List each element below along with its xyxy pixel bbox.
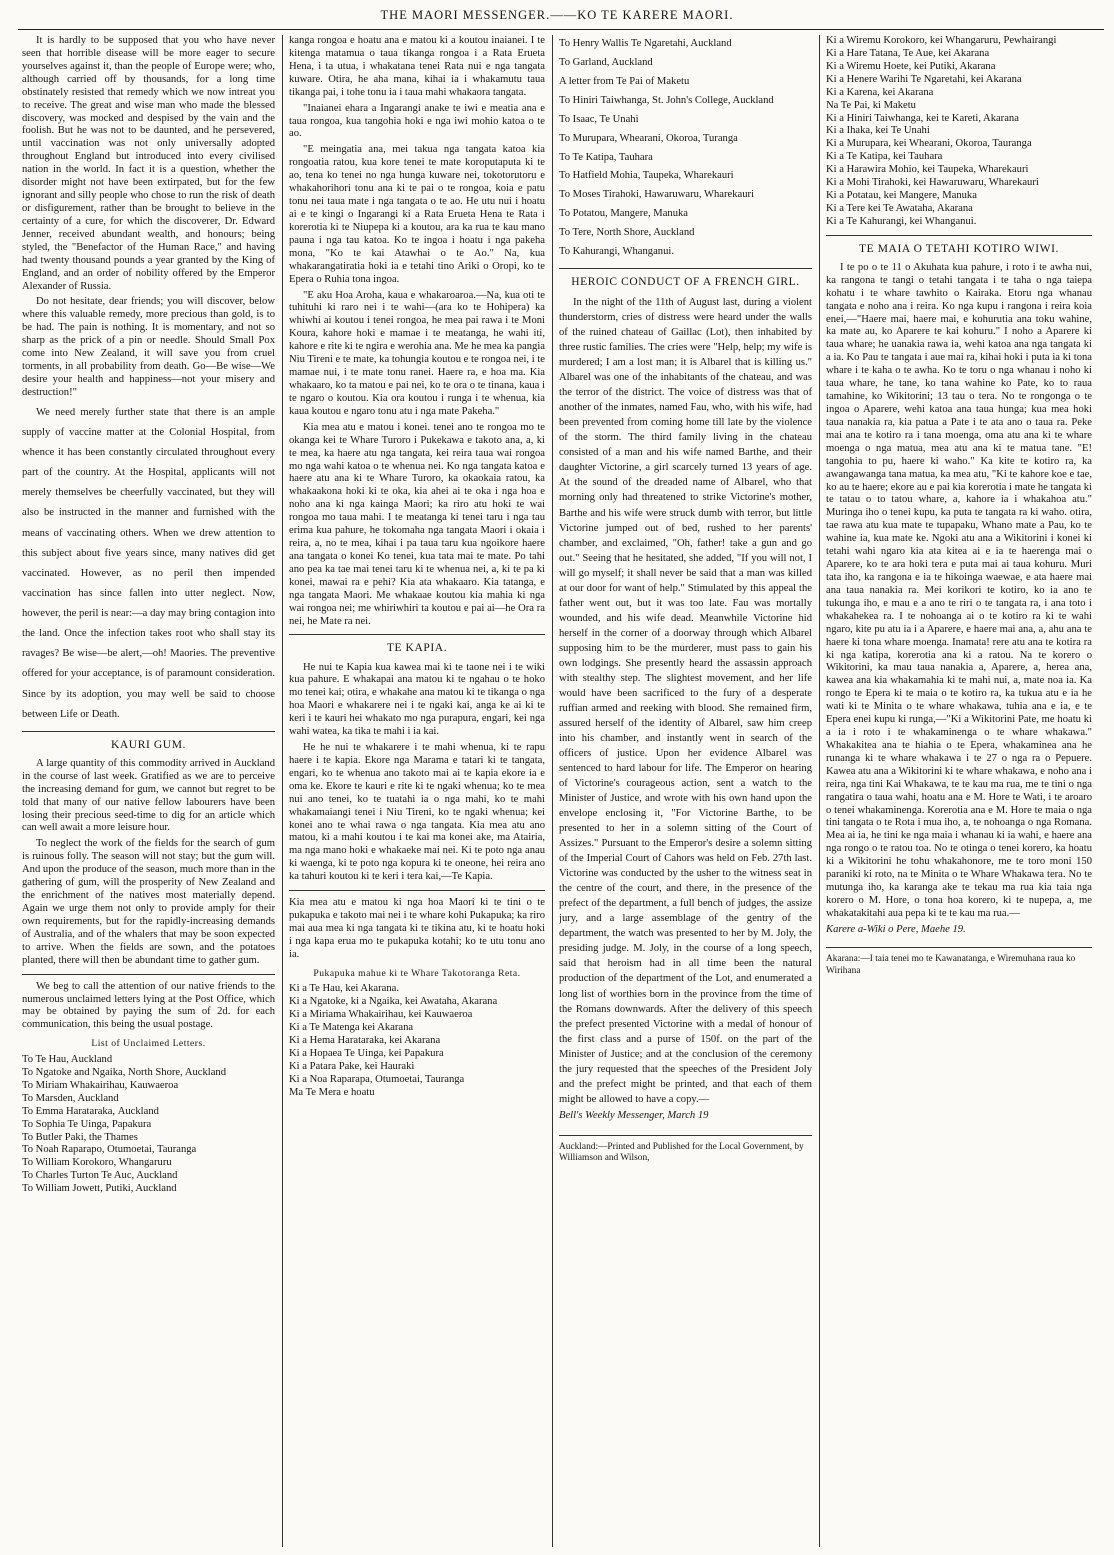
list-item: Ki a Te Kahurangi, kei Whanganui. <box>826 215 977 227</box>
list-item: To Hiniri Taiwhanga, St. John's College, Auckland <box>559 94 774 106</box>
french-girl-heading: HEROIC CONDUCT OF A FRENCH GIRL. <box>559 268 812 289</box>
list-item: To Marsden, Auckland <box>22 1092 119 1104</box>
article-paragraph: It is hardly to be supposed that you who have never seen that horrible disease will be more eager to secure yourselves against it, than the people of Europe were; who, although carried off by thousands, for a long time obstinately resisted that remedy which we now intreat you to receive. The great and wise man who made the blessed discovery, was mocked and despised by the vain and the foolish. But he was not to be daunted, and he persevered, until vaccination was not only universally adopted throughout England but introduced into every civilised nation in the world. In fact it is a question, whether the disorder might not have been extirpated, but for the few ignorant and silly people who chose to run the risk of death or disfigurement, rather than be brought to believe in the certainty of a cure, for which the discoverer, Dr. Edward Jenner, received abundant wealth, and honours; being styled, the "Benefactor of the Human Race," and having had twenty thousand pounds a year granted by the King of England, and an order of nobility offered by the Emperor Alexander of Russia. <box>22 35 275 292</box>
list-item: To Henry Wallis Te Ngaretahi, Auckland <box>559 38 732 49</box>
list-item: Ki a Wiremu Hoete, kei Putiki, Akarana <box>826 60 996 72</box>
column-rule <box>819 35 820 1547</box>
letters-notice: Kia mea atu e matou ki nga hoa Maori ki te tini o te pukapuka e takoto mai nei i te whare kohi Pukapuka; ka riro mai aua mea ki nga tangata ki te tikina atu, ki te hoatu hoki i nga kapa erua mo te pukapuka kotahi; ko te utu tonu ano ia. <box>289 897 545 960</box>
list-item: To Kahurangi, Whanganui. <box>559 246 674 258</box>
list-item: To Emma Haratarakа, Auckland <box>22 1105 159 1117</box>
unclaimed-letters-list <box>289 983 545 1099</box>
list-item: Ki a Hiniri Taiwhanga, kei te Kareti, Akarana <box>826 112 1019 124</box>
list-item: To Murupara, Whearani, Okoroa, Turanga <box>559 132 738 144</box>
imprint: Akarana:—I taia tenei mo te Kawanatanga, e Wiremuhana raua ko Wirihana <box>826 953 1076 976</box>
article-paragraph: A large quantity of this commodity arrived in Auckland in the course of last week. Gratified as we are to perceive the increasing demand for gum, we cannot but regret to be told that many of our native fellow labourers have been losing their precious seed-time to dig for an article which can well await a more leisure hour. <box>22 757 275 834</box>
list-item: Ki a Te Katipa, kei Tauhara <box>826 151 943 163</box>
list-item: Na Te Pai, ki Maketu <box>826 99 916 111</box>
list-item: Ki a Te Hau, kei Akarana. <box>289 983 399 995</box>
list-item: To Isaac, Te Unahi <box>559 113 639 125</box>
article-paragraph: "E meingatia ana, mei takua nga tangata katoa kia rongoatia ratou, kua kore tenei te mate koroputaputa ki te ao, tena ko tenei no nga hunga kuware nei, tokotorutoru e whakahorihori tonu ana ki te pai o te rongoa, koia e patu tonu nei taua mate i nga tangata o te ao. He utu nui i hoatu ai e te kingi o Ingarangi ki a Rata Erueta Hena te Rata i korerotia ki te Niupepa ki a koutou, ara ka rua te kau mano pauna i nga tau katoa. Ko te ingoa i hoatu i nga pakeha mona, "Ko te kai Atawhai o te Ao." Na, kua whakarangatiratia hoki ia e tetahi tino Ariki o Oropi, ko te Epera o Ruhia tona ingoa. <box>289 144 545 285</box>
article-paragraph: We need merely further state that there is an ample supply of vaccine matter at the Colonial Hospital, from whence it has been constantly circulated throughout every part of the country. At the Hospital, applicants will not merely themselves be cheerfully vaccinated, but they will also be instructed in the manner and furnished with the means of vaccinating others. When we drew attention to this subject about five years since, many natives did get vaccinated. However, as no peril then impended vaccination has since fallen into utter neglect. Now, however, the peril is near:—a day may bring contagion into the land. Once the infection takes root who shall stay its ravages? Be wise—be alert,—oh! Maories. The preventive offered for your acceptance, is of paramount consideration. Since by its adoption, you may well be said to choose between Life or Death. <box>22 406 275 720</box>
column-1 <box>22 35 275 1547</box>
list-item: Ki a Hopaea Te Uinga, kei Papakura <box>289 1048 444 1060</box>
letters-list-heading: List of Unclaimed Letters. <box>91 1038 206 1050</box>
list-item: Ki a Harawira Mohio, kei Taupeka, Wharekauri <box>826 164 1029 176</box>
imprint: Auckland:—Printed and Published for the Local Government, by Williamson and Wilson, <box>559 1141 804 1164</box>
list-item: Ki a Murupara, kei Whearani, Okoroa, Tauranga <box>826 138 1032 150</box>
article-paragraph: To neglect the work of the fields for the search of gum is ruinous folly. The season will not stay; but the gum will. And upon the produce of the season, much more than in the gathering of gum, will the prosperity of New Zealand and the enrichment of the natives most materially depend. Again we urge them not only to provide amply for their own requirements, but for the rapidly-increasing demands of Australia, and of the whalers that may be soon expected to arrive. When the fields are sown, and the potatoes planted, there will then be abundant time to gather gum. <box>22 838 275 966</box>
article-source: Bell's Weekly Messenger, March 19 <box>559 1109 709 1121</box>
list-item: To Miriam Whakairihau, Kauwaeroa <box>22 1079 179 1091</box>
column-4 <box>826 35 1092 1547</box>
list-item: To Charles Turton Te Auc, Auckland <box>22 1170 178 1182</box>
list-item: Ki a Wiremu Korokoro, kei Whangaruru, Pewhairangi <box>826 35 1057 46</box>
te-maia-heading: TE MAIA O TETAHI KOTIRO WIWI. <box>826 235 1092 256</box>
list-item: To William Jowett, Putiki, Auckland <box>22 1183 177 1195</box>
section-rule <box>289 890 545 891</box>
list-item: Ki a Miriama Whakairihau, kei Kauwaeroa <box>289 1009 473 1021</box>
unclaimed-letters-list <box>826 35 1092 229</box>
list-item: To William Korokoro, Whangaruru <box>22 1157 172 1169</box>
list-item: Ki a Te Matenga kei Akarana <box>289 1022 414 1034</box>
column-rule <box>552 35 553 1547</box>
list-item: To Te Katipa, Tauhara <box>559 151 653 163</box>
masthead: THE MAORI MESSENGER.——KO TE KARERE MAORI. <box>380 8 734 22</box>
list-item: Ki a Mohi Tirahoki, kei Hawaruwaru, Wharekauri <box>826 177 1039 189</box>
te-kapia-heading: TE KAPIA. <box>289 634 545 655</box>
list-item: To Potatou, Mangere, Manuka <box>559 208 689 220</box>
list-item: To Tere, North Shore, Auckland <box>559 227 695 239</box>
list-item: Ki a Patara Pake, kei Hauraki <box>289 1061 415 1073</box>
list-item: Ki a Karena, kei Akarana <box>826 86 934 98</box>
list-item: To Hatfield Mohia, Taupeka, Wharekauri <box>559 170 734 182</box>
column-3 <box>559 35 812 1547</box>
list-item: To Moses Tirahoki, Hawaruwaru, Wharekauri <box>559 189 755 201</box>
section-rule <box>22 974 275 975</box>
list-item: To Garland, Auckland <box>559 56 653 68</box>
unclaimed-letters-list <box>22 1054 275 1196</box>
list-item: Ki a Noa Raparapa, Otumoetai, Tauranga <box>289 1073 465 1085</box>
article-paragraph: "Inaianei ehara a Ingarangi anake te iwi e meatia ana e taua rongoa, kua tangohia hoki e nga iwi mohio katoa o te ao. <box>289 102 545 140</box>
list-item: Ki a Potatau, kei Mangere, Manuka <box>826 190 977 202</box>
column-rule <box>282 35 283 1547</box>
masthead-rule <box>18 29 1104 30</box>
kauri-gum-heading: KAURI GUM. <box>22 731 275 752</box>
list-item: To Ngatoke and Ngaika, North Shore, Auckland <box>22 1066 227 1078</box>
list-item: Ki a Ihaka, kei Te Unahi <box>826 125 930 137</box>
list-item: Ki a Hare Tatana, Te Aue, kei Akarana <box>826 47 990 59</box>
unclaimed-letters-list <box>559 35 812 262</box>
list-item: To Sophia Te Uinga, Papakura <box>22 1118 152 1130</box>
column-2 <box>289 35 545 1547</box>
list-item: Ma Te Mera e hoatu <box>289 1086 375 1098</box>
letters-notice: We beg to call the attention of our native friends to the numerous unclaimed letters lying at the Post Office, which may be obtained by paying the sum of 2d. for each communication, this being the usual postage. <box>22 980 275 1031</box>
list-item: To Noah Raparapo, Otumoetai, Tauranga <box>22 1144 197 1156</box>
list-item: A letter from Te Pai of Maketu <box>559 75 690 87</box>
list-item: To Te Hau, Auckland <box>22 1053 113 1065</box>
list-item: Ki a Henere Warihi Te Ngaretahi, kei Akarana <box>826 73 1022 85</box>
article-paragraph: "E aku Hoa Aroha, kaua e whakaroaroa.—Na, kua oti te tuhituhi ki raro nei i te wahi—(ara ko te Hohipera) ka whiwhi ai koutou i tenei rongoa, he mea pai rawa i te Moni Koura, kahore hoki e mamae i te meatanga, he wahi iti, kahore e rite ki te ngira e werohia ana. Me he mea ka pangia Niu Tireni e te mate, ka tohungia koutou e te rongoa nei, i te mamae nui, i te mate tonu ranei. Haere ra, e hoa ma. Kia whakaaro, ko ta matou e pai nei, ko te ora o te tinana, kaua i te ngaro o koutou. Kia ora koutou i runga i te whenua, kia kaua koutou e ngaro tonu atu i nga mate Pakeha." <box>289 289 545 417</box>
article-paragraph: In the night of the 11th of August last, during a violent thunderstorm, cries of distress were heard under the walls of the ruined chateau of Gaillac (Lot), then inhabited by three rustic families. The cries were "Help, help; my wife is murdered; I am a lost man; it is Albarel that is killing us." Albarel was one of the inhabitants of the chateau, and was the terror of the district. The voice of distress was that of another of the inmates, named Fau, who, with his wife, had been prevented from coming home till late by the violence of the storm. The third family living in the chateau consisted of a man and his wife named Barthe, and their daughter Victorine, a girl scarcely turned 13 years of age. At the sound of the dreaded name of Albarel, who that morning only had threatened to strike Victorine's mother, Barthe and his wife were struck dumb with terror, but little Victorine jumped out of bed, rushed to her parents' chamber, and exclaimed, "Oh, father! take a gun and go out." Seeing that he hesitated, she added, "If you will not, I will go myself; it shall never be said that a man was killed at our door for want of help." Stimulated by this appeal the father went out, but it was too late. Fau was mortally wounded, and his wife dead. Meanwhile Victorine hid herself in the corner of a doorway through which Albarel supposing him to be the murderer, must pass to gain his own lodgings. She presently heard the assassin approach with stealthy step. The slightest movement, and her life would have been sacrificed to the fury of a desperate ruffian armed and reeking with blood. She remained firm, assured herself of the identity of Albarel, saw him creep into his chamber, and instantly went in search of the officers of justice. Upon her evidence Albarel was sentenced to hard labour for life. The Emperor on hearing of Victorine's courageous action, sent a watch to the Minister of Justice, and wrote with his own hand upon the envelope enclosing it, "For Victorine Barthe, to be presented to her in a solemn sitting of the Court of Assizes." Pursuant to the Emperor's desire a solemn sitting of the Imperial Court of Cahors was held on Feb. 27th last. Victorine was conducted by the usher to the witness seat in the centre of the court, and there, in the presence of the prefect of the department, a full bench of judges, the assize jury, and a large assemblage of the gentry of the department, the watch was presented to her by M. Joly, the presiding judge. M. Joly, in the course of a long speech, said that heroism had in all time been the natural production of the department of the Lot, and enumerated a long list of worthies born in the province from the time of the Romans downwards. After the delivery of this speech the prefect presented Victorine with a medal of honour of the first class and a purse of 150f. on the part of the Minister of Justice; and at the conclusion of the ceremony the jury requested that the speeches of the President Joly and the prefect might be printed, and that each of them might be allowed to have a copy.— <box>559 297 812 1105</box>
list-item: To Butler Paki, the Thames <box>22 1131 138 1143</box>
article-paragraph: He nui te Kapia kua kawea mai ki te taone nei i te wiki kua pahure. E whakapai ana matou ki te ngahau o te hoko mo tenei kai; otira, e whakahe ana matou ki te tikanga o nga hoa Maori e whakarere nei i te ngaki kai, anga ke ai ki te keri i te kauri hei whakato mo nga purapura, engari, kei nga wahi watea, ka tika te mahi i ia kai. <box>289 661 545 738</box>
article-paragraph: I te po o te 11 o Akuhata kua pahure, i roto i te awha nui, ka rangona te tangi o tetahi tangata i te taha o nga taiepa kohatu i te whare tawhito o Kairaka. Etoru nga whanau tangata e noho ana i reira. Ko nga kupu i rangona i reira koia enei,—"Haere mai, haere mai, e kohurutia ana toku wahine, ka mate au, ko Aparere te kai kohuru." I noho a Aparere ki taua whare; he uanakia rawa ia, wehi katoa ana nga tangata ki a ia. Ko Pau te tangata i aue mai ra, kihai hoki i puta ia ki tona whare i te kaha o te awha. Ko te toru o nga whanau i noho ki taua whare, he tane, ko tana wahine ko Pate, ko to raua tamahine, ko Wikitorini; 13 tau o tera. No te rongonga o te ingoa o Aparere, wehi katoa ana taua hunga; kua mea hoki taua nanakia ra, kia patua a Pate i te ata ano o taua ra. Peke mai ana te kotiro ra i tana moenga, oma atu ana ki te whare moenga o nga matua, mea atu ana ki te matua tane. "E! tangohia to pu, haere ki waho." Ka kite te kotiro ra, ka awangawanga tana matua, ka mea atu, "Ki te kahore koe e tae, ko au te haere; ekore au e pai kia korerotia i mate he tangata ki te tatau o to tatou whare, a, kahore ia i whakahoa atu." Muringa iho o tenei kupu, ka puta te tangata ra ki waho. otira, tae rawa atu kua mate te tupapaku, Whano mate a Pau, ko te wahine ia, kua mate ke. Ngoki atu ana a Wikitorini i konei ki tetahi wahi ngaro kia ata kitea ai e ia te haerenga mai o Aparere, ko te ara hoki tera e puta mai ai taua kohuru. Muri tata iho, ka rangona e ia te hikoinga waewae, e ata haere mai ana taua nanakia ra. Mei korikori te kotiro, ko ia ano te tukunga iho, e mau e a ano te riri o te tangata ra, i ana toto i whakahekea ra. I te nohoanga ai o te kotiro ra ki te wahi ngaro, kite pu atu ia i a Aparere, e haere mai ana, a, ahu ana te haere ki tona whare moenga. Inamata! rere atu ana te kotira ra ki nga katipa, korerotia ana ki a ratou. Na te korero o Wikitorini, ka mau taua nanakia a, Aparere, a, herea ana, kawea ana kia whakamahia ki te mahi nui, a, mate noa ia. Ka rongo te Epera ki te maia o te kotiro ra, ka tukua atu e ia he wati ki te Minita o te whare whakawa, tuhia ana e ia, e te Epera enei kupu ki runga,—"Ki a Wikitorini Pate, me hoatu ki a ia i roto i te whakaminenga o te whare whakawa." Whakakitea ana te hiahia o te Epera, whakaminea ana he runanga ki te whare whakawa i te 27 o nga ra o Pepuere. Kawea atu ana a Wikitorini ki te whare whakawa, e noho ana i reira, nga tini Kai Whakawa, te te kau ma rua, me te tini o nga rangatira o taua wahi, hoatu ana e M. Hore te Wati, i te aroaro o tenei whakaminenga. Korerotia ana e M. Hore te maia o nga tini tangata o te Rota i mua iho, a, te nohoanga o nga Romana. Mea ai ia, he tini ke nga maia i whanau ki ia wahi, e haere ana nga rongo o te ratou toa. No te otinga o tenei korero, ka hoatu ki a Wikitorini he tohu whakahonore, me te toro moni 150 paraniki ki roto, na te Minita o te Whare Whakawa tera. No te mutunga iho, ka karanga ake te tekau ma rua kia taia nga korero o M. Hore, o tona hoa korero, ki te nupepa, a, me whakatakitahi aua pepa ki te te kau ma rua.— <box>826 261 1092 919</box>
section-rule <box>826 947 1092 948</box>
list-item: Ki a Ngatoke, ki a Ngaika, kei Awataha, Akarana <box>289 996 498 1008</box>
section-rule <box>559 1135 812 1136</box>
article-paragraph: He he nui te whakarere i te mahi whenua, ki te rapu haere i te kapia. Ekore nga Marama e tatari ki te tangata, engari, ko te whenua ano takoto mai ai te kapia ekore ia e oma ke. Ekore te kauri e rite ki te ngaki whenua; ko te mea nui ano tenei, ko te tuatahi ia o nga mahi, ko te mahi whakamaiangi tenei i Niu Tireni, ko te ngaki whenua; kei konei ano te whai rawa o nga tangata. Kia mea atu ano matou, ki a mahi koutou i te kai ma konei ake, ma Atairia, ma nga mano hoki e whakaeke mai nei. Ki te poto nga anau ki waenga, ki te poto nga kopura ki te oneone, hei reira ano ka tahuri koutou ki te keri i tera kai,—Te Kapia. <box>289 742 545 883</box>
article-paragraph: Do not hesitate, dear friends; you will discover, below where this valuable remedy, more precious than gold, is to be had. The pain is nothing. It is momentary, and not so sharp as the prick of a pin or needle. Should Small Pox come into New Zealand, it will save you from cruel torments, in all probability from death. Go—Be wise—We desire your health and happiness—not your misery and destruction!" <box>22 296 275 398</box>
article-source: Karere a-Wiki o Pere, Maehe 19. <box>826 923 966 935</box>
article-paragraph: Kia mea atu e matou i konei. tenei ano te rongoa mo te okanga kei te Whare Turoro i Pukekawa e takoto ana, a, ki te mea, ka haere atu nga tangata, kei reira taua wai rongoa mo nga wahi katoa o te whenua nei. Ko nga tangata katoa e haere atu ana ki te Whare Turoro, ka okaokaia ratou, ka whakaakona hoki ki te oka, kia ahei ai te oka i nga hoa e noho ana ki nga kainga Maori; ka riro atu hoki te wai rongoa mo taua mahi. I te meatanga ki tenei taru i nga tau erima kua pahure, he tokomaha nga tangata Maori i okaia i reira, a, no te mea, kihai i pa taua taru kua ngoikore haere ana tangata o konei Ko tenei, kua tata mai te mate. Po tahi ano pea ka tae mai tenei taru ki te whenua nei, a, ki te pa ki konei, mawai ra e pehi? Kia ata whakaaro. Kia tatanga, e nga tangata Maori. Me whakaae koutou kia mahia ki nga wai rongoa nei; me whiriwhiri ta koutou e pai ai—he Ora ra nei, he Mate ra nei. <box>289 421 545 627</box>
list-item: Ki a Tere kei Te Awataha, Akarana <box>826 202 973 214</box>
list-item: Ki a Hema Haratarakа, kei Akarana <box>289 1035 441 1047</box>
article-paragraph: kanga rongoa e hoatu ana e matou ki a koutou inaianei. I te kitenga matamua o taua tikanga rongoa i a Rata Erueta Hena, i ta utua, i whakatana tenei Rata nui e nga tangata kuware. Otira, he aha mana, kihai ia i whakamutu taua tikanga pai, i tohe tonu ia i taua mahi whakaora tangata. <box>289 35 545 98</box>
letters-list-heading: Pukapuka mahue ki te Whare Takotoranga Reta. <box>313 967 521 979</box>
